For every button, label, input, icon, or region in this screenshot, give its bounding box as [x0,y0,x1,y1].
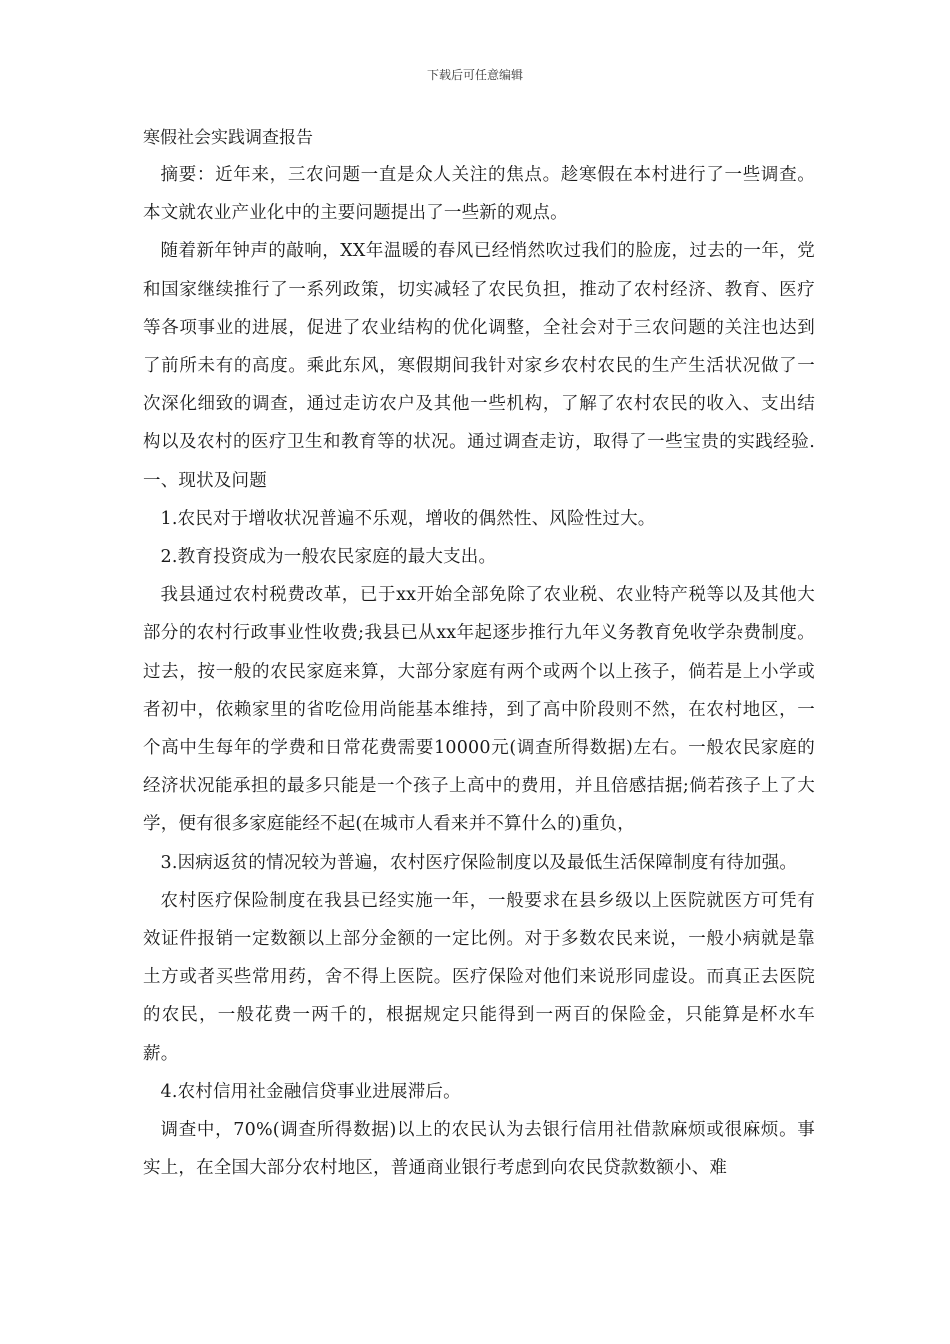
paragraph-point-1: 1.农民对于增收状况普遍不乐观，增收的偶然性、风险性过大。 [160,508,656,529]
paragraph-introduction: 随着新年钟声的敲响，XX年温暖的春风已经悄然吹过我们的脸庞，过去的一年，党和国家继续推行了一系列政策，切实减轻了农民负担，推动了农村经济、教育、医疗等各项事业的进展，促进了农业结构的优化调整，全社会对于三农问题的关注也达到了前所未有的高度。乘此东风，寒假期间我针对家乡农村农民的生产生活状况做了一次深化细致的调查，通过走访农户及其他一些机构，了解了农村农民的收入、支出结构以及农村的医疗卫生和教育等的状况。通过调查走访，取得了一些宝贵的实践经验. 一、现状及问题 [143,241,815,491]
paragraph-point-3: 3.因病返贫的情况较为普遍，农村医疗保险制度以及最低生活保障制度有待加强。 [160,852,798,873]
document-body [143,120,815,1187]
paragraph-credit-detail: 调查中，70%(调查所得数据)以上的农民认为去银行信用社借款麻烦或很麻烦。事实上，在全国大部分农村地区，普通商业银行考虑到向农民贷款数额小、难 [143,1120,815,1179]
paragraph-point-2: 2.教育投资成为一般农民家庭的最大支出。 [160,547,497,568]
paragraph-education-detail: 我县通过农村税费改革，已于xx开始全部免除了农业税、农业特产税等以及其他大部分的农村行政事业性收费;我县已从xx年起逐步推行九年义务教育免收学杂费制度。过去，按一般的农民家庭来算，大部分家庭有两个或两个以上孩子，倘若是上小学或者初中，依赖家里的省吃俭用尚能基本维持，到了高中阶段则不然，在农村地区，一个高中生每年的学费和日常花费需要10000元(调查所得数据)左右。一般农民家庭的经济状况能承担的最多只能是一个孩子上高中的费用，并且倍感拮据;倘若孩子上了大学，便有很多家庭能经不起(在城市人看来并不算什么的)重负， [143,585,815,835]
paragraph-abstract: 摘要：近年来，三农问题一直是众人关注的焦点。趁寒假在本村进行了一些调查。本文就农业产业化中的主要问题提出了一些新的观点。 [143,165,815,224]
paragraph-point-4: 4.农村信用社金融信贷事业进展滞后。 [160,1081,461,1102]
page-header-note: 下载后可任意编辑 [426,68,523,82]
paragraph-medical-detail: 农村医疗保险制度在我县已经实施一年，一般要求在县乡级以上医院就医方可凭有效证件报销一定数额以上部分金额的一定比例。对于多数农民来说，一般小病就是靠土方或者买些常用药，舍不得上医院。医疗保险对他们来说形同虚设。而真正去医院的农民，一般花费一两千的，根据规定只能得到一两百的保险金，只能算是杯水车薪。 [143,890,815,1064]
document-title: 寒假社会实践调查报告 [143,128,313,148]
